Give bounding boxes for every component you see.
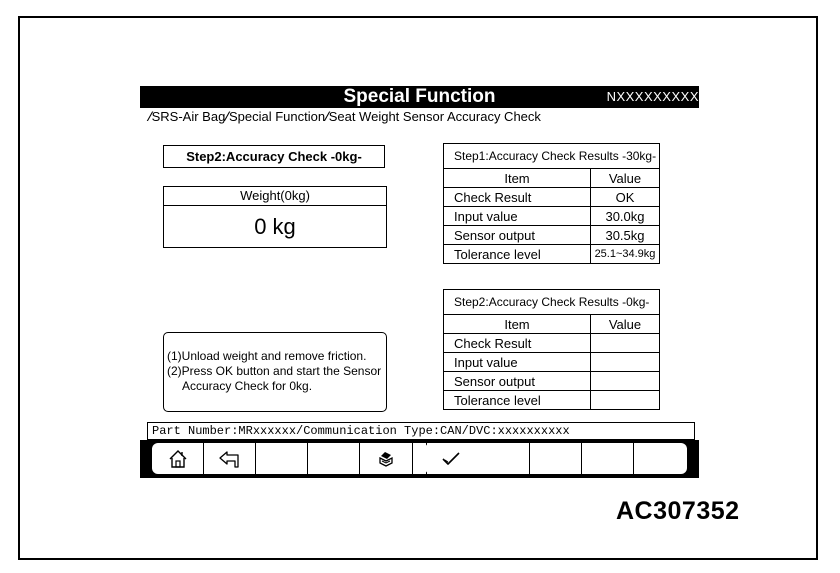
row-item: Sensor output [444,372,591,391]
row-value: 30.0kg [591,207,660,226]
table-row [444,334,660,353]
column-header-item: Item [444,315,591,334]
results-table-step2 [443,289,660,410]
row-item: Check Result [444,334,591,353]
table-row [444,188,660,207]
step-label: Step2:Accuracy Check -0kg- [163,145,385,168]
column-header-value: Value [591,169,660,188]
table-row [444,391,660,410]
instructions-panel [163,332,387,412]
results-caption: Step2:Accuracy Check Results -0kg- [444,290,660,315]
row-item: Tolerance level [444,245,591,264]
breadcrumb-srs-air-bag[interactable]: SRS-Air Bag [151,109,226,124]
vehicle-code: NXXXXXXXXX [606,89,699,104]
breadcrumb: /SRS-Air Bag/Special Function/Seat Weight Sensor Accuracy Check [147,109,541,124]
table-row [444,245,660,264]
ok-button[interactable] [425,443,477,474]
row-item: Sensor output [444,226,591,245]
row-item: Tolerance level [444,391,591,410]
instruction-line-2: (2)Press OK button and start the Sensor [167,364,382,378]
instruction-line-1: (1)Unload weight and remove friction. [167,349,367,363]
results-caption: Step1:Accuracy Check Results -30kg- [444,144,660,169]
breadcrumb-special-function[interactable]: Special Function [228,109,326,124]
instruction-line-3: Accuracy Check for 0kg. [182,379,313,393]
row-value: 25.1~34.9kg [591,245,660,264]
row-value [591,372,660,391]
table-row [444,226,660,245]
column-header-value: Value [591,315,660,334]
row-value [591,334,660,353]
check-icon [439,450,463,468]
empty-button-5[interactable] [530,443,581,474]
weight-panel [163,186,387,248]
empty-button-6[interactable] [582,443,633,474]
results-table-step1 [443,143,660,264]
row-value [591,353,660,372]
row-value: 30.5kg [591,226,660,245]
row-item: Input value [444,353,591,372]
empty-button-4[interactable] [478,443,529,474]
toolbar-right-group [140,440,699,478]
weight-header: Weight(0kg) [164,187,386,206]
empty-button-7[interactable] [634,443,687,474]
figure-id: AC307352 [616,497,740,525]
status-bar: Part Number:MRxxxxxx/Communication Type:CAN/DVC:xxxxxxxxxx [147,422,695,440]
breadcrumb-current: Seat Weight Sensor Accuracy Check [328,109,541,124]
title-bar [140,86,699,108]
column-header-item: Item [444,169,591,188]
row-value: OK [591,188,660,207]
window-title: Special Function [343,86,496,107]
row-item: Check Result [444,188,591,207]
table-row [444,207,660,226]
weight-value: 0 kg [254,214,296,239]
scan-tool-screen [140,86,699,478]
row-item: Input value [444,207,591,226]
row-value [591,391,660,410]
table-row [444,353,660,372]
table-row [444,372,660,391]
